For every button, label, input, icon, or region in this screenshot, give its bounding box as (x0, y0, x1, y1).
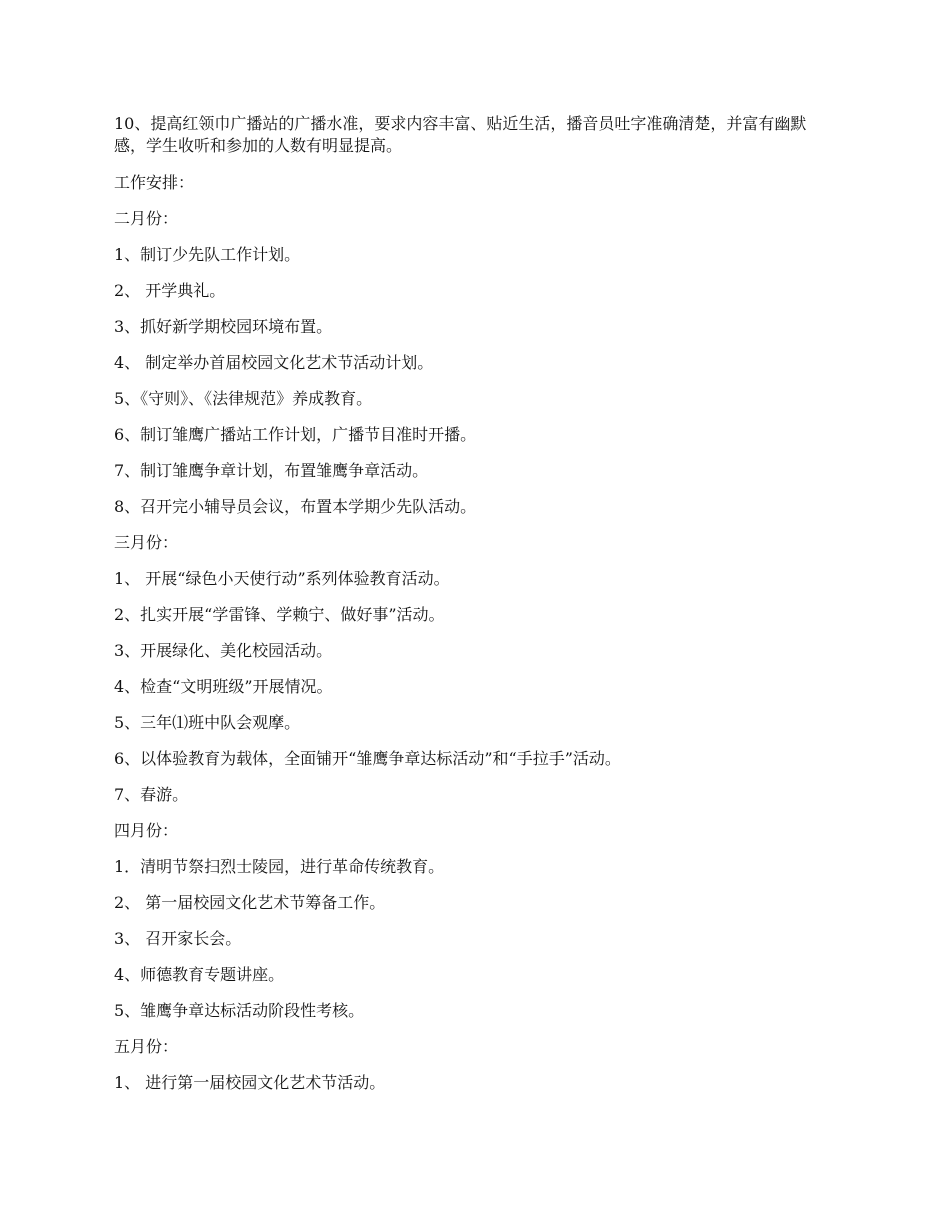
list-item: 7、春游。 (114, 785, 189, 804)
list-item: 3、开展绿化、美化校园活动。 (114, 641, 333, 660)
intro-paragraph: 10、提高红领巾广播站的广播水准，要求内容丰富、贴近生活，播音员吐字准确清楚，并富有幽默感，学生收听和参加的人数有明显提高。 (114, 114, 807, 155)
list-item: 5、雏鹰争章达标活动阶段性考核。 (114, 1001, 365, 1020)
list-item: 4、 制定举办首届校园文化艺术节活动计划。 (114, 353, 434, 372)
list-item: 2、 第一届校园文化艺术节筹备工作。 (114, 893, 386, 912)
document-page (114, 113, 836, 1108)
work-schedule (114, 172, 836, 1094)
list-item: 8、召开完小辅导员会议，布置本学期少先队活动。 (114, 497, 477, 516)
list-item: 1、 进行第一届校园文化艺术节活动。 (114, 1073, 386, 1092)
list-item: 3、抓好新学期校园环境布置。 (114, 317, 333, 336)
month-heading-march: 三月份： (114, 533, 179, 552)
list-item: 1．清明节祭扫烈士陵园，进行革命传统教育。 (114, 857, 445, 876)
list-item: 6、以体验教育为载体，全面铺开“雏鹰争章达标活动”和“手拉手”活动。 (114, 749, 621, 768)
section-heading-work-arrangement: 工作安排： (114, 173, 195, 192)
list-item: 1、制订少先队工作计划。 (114, 245, 301, 264)
list-item: 5、三年⑴班中队会观摩。 (114, 713, 301, 732)
list-item: 3、 召开家长会。 (114, 929, 242, 948)
list-item: 5、《守则》、《法律规范》养成教育。 (114, 389, 373, 408)
list-item: 4、师德教育专题讲座。 (114, 965, 285, 984)
month-heading-april: 四月份： (114, 821, 179, 840)
list-item: 2、扎实开展“学雷锋、学赖宁、做好事”活动。 (114, 605, 445, 624)
month-heading-february: 二月份： (114, 209, 179, 228)
list-item: 6、制订雏鹰广播站工作计划，广播节目准时开播。 (114, 425, 477, 444)
month-heading-may: 五月份： (114, 1037, 179, 1056)
list-item: 1、 开展“绿色小天使行动”系列体验教育活动。 (114, 569, 450, 588)
list-item: 7、制订雏鹰争章计划，布置雏鹰争章活动。 (114, 461, 429, 480)
list-item: 4、检查“文明班级”开展情况。 (114, 677, 333, 696)
list-item: 2、 开学典礼。 (114, 281, 226, 300)
